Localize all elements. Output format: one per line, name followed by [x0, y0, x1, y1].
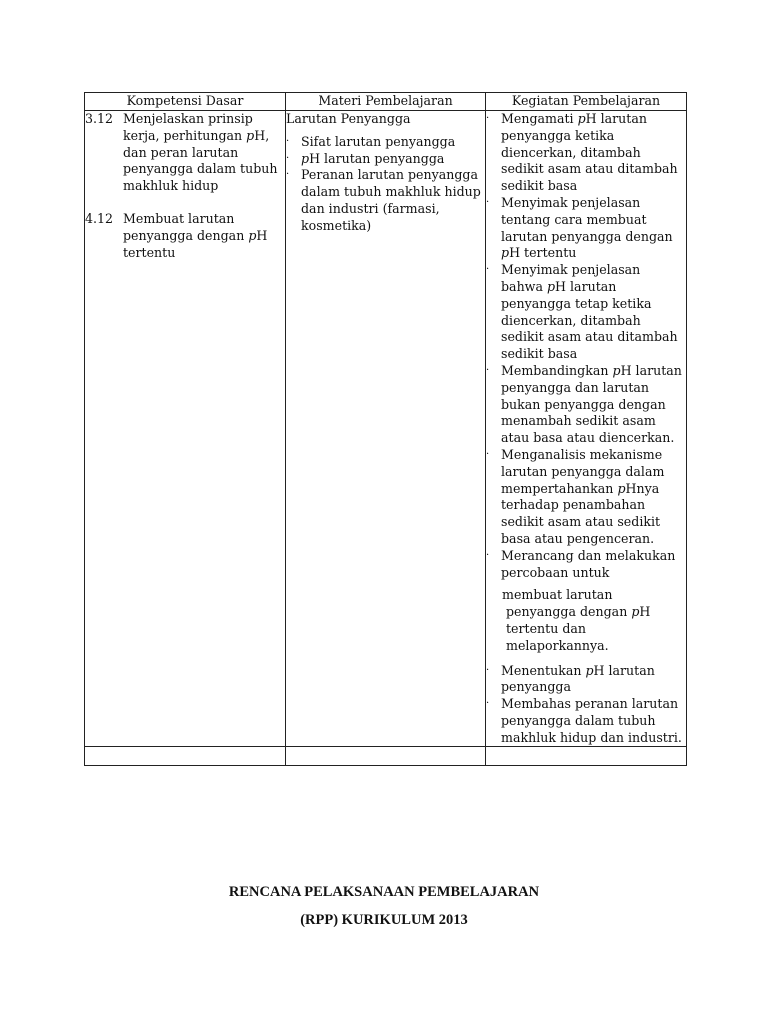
list-item: · Membandingkan pH larutan penyangga dan larutan bukan penyangga dengan menambah sedikit asam atau basa atau diencerkan. — [486, 362, 682, 446]
bullet-icon: · — [486, 196, 490, 208]
kompetensi-item — [85, 211, 285, 261]
list-item: · pH larutan penyangga — [286, 150, 445, 166]
kegiatan-pembelajaran-cell — [486, 111, 687, 747]
bullet-icon: · — [486, 448, 490, 460]
list-item: · Merancang dan melakukan percobaan untuk — [486, 547, 676, 580]
list-item: · Peranan larutan penyangga dalam tubuh makhluk hidup dan industri (farmasi, kosmetika) — [286, 167, 481, 233]
empty-row — [85, 747, 687, 766]
table-row — [85, 111, 687, 747]
kompetensi-text: Menjelaskan prinsip kerja, perhitungan pH, dan peran larutan penyangga dalam tubuh makhluk hidup — [123, 111, 278, 194]
kompetensi-number: 3.12 — [85, 111, 114, 126]
document-title: RENCANA PELAKSANAAN PEMBELAJARAN — [228, 884, 540, 900]
kegiatan-list-2 — [486, 663, 686, 747]
list-item: · Menyimak penjelasan tentang cara membuat larutan penyangga dengan pH tertentu — [486, 194, 673, 261]
materi-pembelajaran-cell — [286, 111, 486, 747]
bullet-icon: · — [286, 169, 290, 181]
list-item: · Mengamati pH larutan penyangga ketika diencerkan, ditambah sedikit asam atau ditambah sedikit basa — [486, 111, 678, 194]
kompetensi-item — [85, 111, 285, 195]
kompetensi-dasar-cell — [85, 111, 286, 747]
list-item: · Menentukan pH larutan penyangga — [486, 662, 655, 695]
kegiatan-continuation — [502, 587, 686, 654]
table-header-row — [85, 93, 687, 111]
materi-list — [286, 134, 485, 235]
rpp-table — [84, 92, 687, 766]
bullet-icon: · — [486, 549, 490, 561]
header-kegiatan-pembelajaran: Kegiatan Pembelajaran — [486, 93, 687, 111]
bullet-icon: · — [486, 364, 490, 376]
list-item: · Menganalisis mekanisme larutan penyangga dalam mempertahankan pHnya terhadap penambahan sedikit asam atau sedikit basa atau pengenceran. — [486, 446, 665, 546]
bullet-icon: · — [286, 152, 290, 164]
materi-title: Larutan Penyangga — [286, 111, 411, 126]
continuation-line: membuat larutan — [502, 587, 613, 603]
list-item: · Sifat larutan penyangga — [286, 133, 456, 149]
bullet-icon: · — [286, 135, 290, 147]
bullet-icon: · — [486, 664, 490, 676]
continuation-text: penyangga dengan pH tertentu dan melaporkannya. — [506, 604, 651, 653]
list-item: · Menyimak penjelasan bahwa pH larutan penyangga tetap ketika diencerkan, ditambah sedikit asam atau ditambah sedikit basa — [486, 262, 678, 362]
bullet-icon: · — [486, 264, 490, 276]
kompetensi-text: Membuat larutan penyangga dengan pH tertentu — [123, 210, 268, 260]
kompetensi-number: 4.12 — [85, 210, 114, 226]
list-item: · Membahas peranan larutan penyangga dalam tubuh makhluk hidup dan industri. — [486, 696, 682, 745]
kegiatan-list — [486, 111, 686, 581]
header-kompetensi-dasar: Kompetensi Dasar — [85, 93, 286, 111]
document-subtitle: (RPP) KURIKULUM 2013 — [300, 912, 468, 928]
bullet-icon: · — [486, 113, 490, 124]
header-materi-pembelajaran: Materi Pembelajaran — [286, 93, 486, 111]
bullet-icon: · — [486, 698, 490, 710]
